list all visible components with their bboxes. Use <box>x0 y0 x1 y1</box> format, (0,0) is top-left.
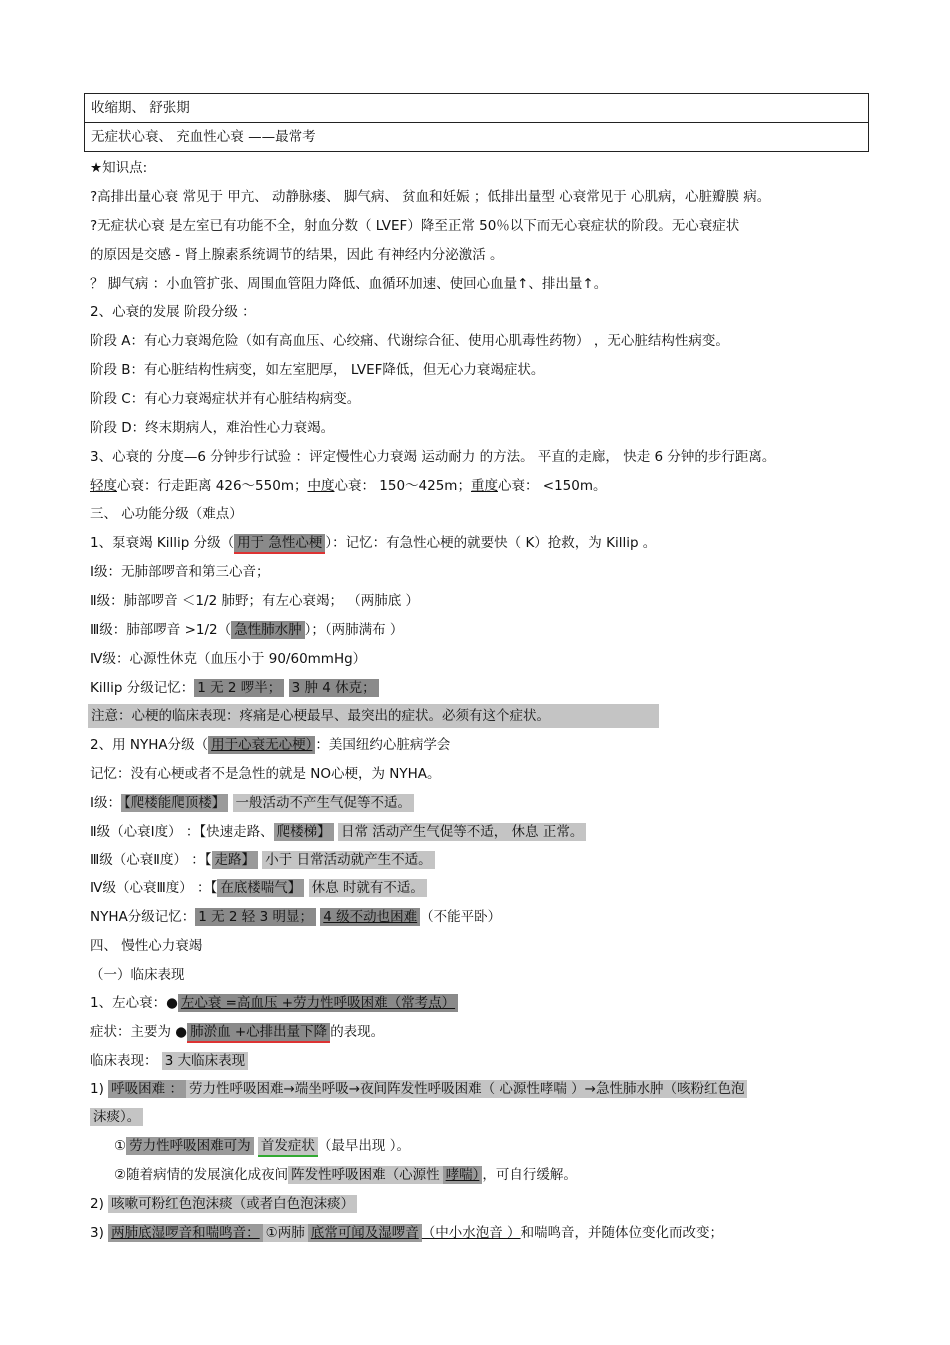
text-line: Ⅰ级：无肺部啰音和第三心音； <box>90 564 270 580</box>
highlight: 4 级不动也困难 <box>320 908 420 926</box>
text-line: ？ 脚气病 ：小血管扩张、周围血管阻力降低、血循环加速、使回心血量↑、排出量↑。 <box>90 276 608 292</box>
text-span: ：美国纽约心脏病学会 <box>315 737 451 753</box>
highlight: 急性肺水肿 <box>231 621 305 639</box>
text-line: 阶段 B：有心脏结构性病变，如左室肥厚， LVEF降低，但无心力衰竭症状。 <box>90 362 545 378</box>
highlight: 1 无 2 轻 3 明显； <box>195 908 316 926</box>
text-line <box>90 619 403 641</box>
highlight: 肺淤血 +心排出量下降 <box>187 1023 330 1043</box>
highlight: 左心衰 =高血压 +劳力性呼吸困难（常考点） <box>178 994 458 1012</box>
highlight: ①两肺 <box>263 1224 308 1242</box>
text-line: 阶段 D：终末期病人，难治性心力衰竭。 <box>90 420 335 436</box>
highlight: 【爬楼能爬顶楼】 <box>121 794 228 812</box>
text-span: ）；（两肺满布 ） <box>304 622 404 638</box>
highlight: 阵发性呼吸困难（心源性 <box>288 1166 443 1184</box>
highlight: 劳力性呼吸困难可为 <box>126 1137 254 1155</box>
highlight: 哮喘） <box>443 1166 483 1184</box>
highlight: 日常 活动产生气促等不适， 休息 正常。 <box>338 823 586 841</box>
text-line <box>90 906 501 928</box>
text-line <box>90 1106 143 1128</box>
text-line <box>90 1050 248 1072</box>
section-heading: （一）临床表现 <box>90 967 185 983</box>
highlight: 走路】 <box>212 851 259 869</box>
section-heading: 三、 心功能分级（难点） <box>90 506 243 522</box>
text-span: ① <box>114 1138 127 1154</box>
text-line: 阶段 C：有心力衰竭症状并有心脏结构病变。 <box>90 391 361 407</box>
header-table <box>84 93 869 152</box>
highlight: 一般活动不产生气促等不适。 <box>233 794 415 812</box>
text-span: Ⅳ级（心衰Ⅲ度） ：【 <box>90 880 218 896</box>
section-heading: 2、心衰的发展 阶段分级 ： <box>90 304 256 320</box>
text-line <box>90 821 586 843</box>
text-span: Killip 分级记忆： <box>90 680 195 696</box>
text-line <box>90 475 607 497</box>
highlight: 两肺底湿啰音和喘鸣音： <box>108 1224 263 1242</box>
text-span: 2) <box>90 1196 109 1212</box>
text-span: NYHA分级记忆： <box>90 909 196 925</box>
text-span: 1) <box>90 1081 109 1097</box>
text-line <box>90 1021 384 1043</box>
text-span: 临床表现： <box>90 1053 158 1069</box>
text-span: 的表现。 <box>330 1024 385 1040</box>
text-span: 1、左心衰：● <box>90 995 178 1011</box>
text-span: 心衰：行走距离 426～550m； <box>117 478 308 494</box>
text-line <box>90 1193 357 1215</box>
text-span: （最早出现 ）。 <box>317 1138 410 1154</box>
highlight: 沫痰）。 <box>90 1108 143 1126</box>
highlight: 3 肿 4 休克； <box>289 679 379 697</box>
text-line <box>90 532 656 554</box>
text-line <box>90 1135 410 1157</box>
highlight: 用于 急性心梗 <box>234 534 325 554</box>
table-row: 无症状心衰、 充血性心衰 ——最常考 <box>85 122 868 151</box>
text-span: 症状：主要为 ● <box>90 1024 188 1040</box>
text-span: 3) <box>90 1225 109 1241</box>
highlight: 呼吸困难 ： <box>108 1080 186 1098</box>
highlight: 1 无 2 啰半； <box>194 679 284 697</box>
text-span: ，可自行缓解。 <box>482 1167 577 1183</box>
text-span: Ⅲ级（心衰Ⅱ度） ：【 <box>90 852 212 868</box>
text-line <box>90 1222 723 1244</box>
text-span: Ⅰ级： <box>90 795 121 811</box>
text-span: 和喘鸣音，并随体位变化而改变； <box>520 1225 724 1241</box>
note-highlight: 注意：心梗的临床表现：疼痛是心梗最早、最突出的症状。必须有这个症状。 <box>88 704 659 728</box>
text-span: 1、泵衰竭 Killip 分级（ <box>90 535 235 551</box>
highlight: 底常可闻及湿啰音 <box>308 1224 422 1242</box>
highlight: 3 大临床表现 <box>162 1052 248 1070</box>
text-span: ②随着病情的发展演化成夜间 <box>114 1167 289 1183</box>
text-line: ★知识点: <box>90 160 148 176</box>
text-line <box>90 792 414 814</box>
highlight: 劳力性呼吸困难→端坐呼吸→夜间阵发性呼吸困难（ 心源性哮喘 ）→急性肺水肿（咳粉红色泡 <box>186 1080 748 1098</box>
highlight: 休息 时就有不适。 <box>309 879 427 897</box>
text-line <box>90 992 458 1014</box>
text-line <box>90 677 379 699</box>
highlight: 首发症状 <box>258 1137 318 1157</box>
text-line <box>90 1164 577 1186</box>
text-span: ）：记忆：有急性心梗的就要快（ K）抢救，为 Killip 。 <box>325 535 657 551</box>
text-span: Ⅲ级：肺部啰音 >1/2（ <box>90 622 232 638</box>
table-row: 收缩期、 舒张期 <box>91 100 190 116</box>
text-line: Ⅳ级：心源性休克（血压小于 90/60mmHg） <box>90 651 367 667</box>
text-line: ?高排出量心衰 常见于 甲亢、 动静脉瘘、 脚气病、 贫血和妊娠 ；低排出量型 心衰常见于 心肌病，心脏瓣膜 病。 <box>90 189 771 205</box>
text-span: （中小水泡音 ） <box>421 1225 521 1241</box>
text-span: 心衰： <150m。 <box>497 478 607 494</box>
text-line: 3、心衰的 分度—6 分钟步行试验 ：评定慢性心力衰竭 运动耐力 的方法。 平直的走廊， 快走 6 分钟的步行距离。 <box>90 449 776 465</box>
text-line <box>90 849 435 871</box>
text-span: （不能平卧） <box>420 909 502 925</box>
highlight: 用于心衰无心梗） <box>208 736 315 754</box>
text-span: 心衰： 150～425m； <box>334 478 471 494</box>
text-span: 2、用 NYHA分级（ <box>90 737 209 753</box>
text-line <box>90 877 427 899</box>
text-line <box>90 734 450 756</box>
highlight: 爬楼梯】 <box>274 823 334 841</box>
text-line <box>90 1078 747 1100</box>
text-line: 记忆：没有心梗或者不是急性的就是 NO心梗，为 NYHA。 <box>90 766 441 782</box>
text-line: 阶段 A：有心力衰竭危险（如有高血压、心绞痛、代谢综合征、使用心肌毒性药物） ，无心脏结构性病变。 <box>90 333 729 349</box>
severe-label: 重度 <box>470 478 498 494</box>
highlight: 咳嗽可粉红色泡沫痰（或者白色泡沫痰） <box>108 1195 357 1213</box>
text-span: Ⅱ级（心衰Ⅰ度） ：【快速走路、 <box>90 824 274 840</box>
mild-label: 轻度 <box>90 478 117 494</box>
highlight: 小于 日常活动就产生不适。 <box>262 851 434 869</box>
section-heading: 四、 慢性心力衰竭 <box>90 938 203 954</box>
text-line: ?无症状心衰 是左室已有功能不全，射血分数（ LVEF）降至正常 50％以下而无心衰症状的阶段。无心衰症状 <box>90 218 740 234</box>
moderate-label: 中度 <box>307 478 335 494</box>
text-line: Ⅱ级：肺部啰音 ＜1/2 肺野；有左心衰竭； （两肺底 ） <box>90 593 420 609</box>
highlight: 在底楼喘气】 <box>217 879 304 897</box>
text-line: 的原因是交感 - 肾上腺素系统调节的结果，因此 有神经内分泌激活 。 <box>90 247 504 263</box>
